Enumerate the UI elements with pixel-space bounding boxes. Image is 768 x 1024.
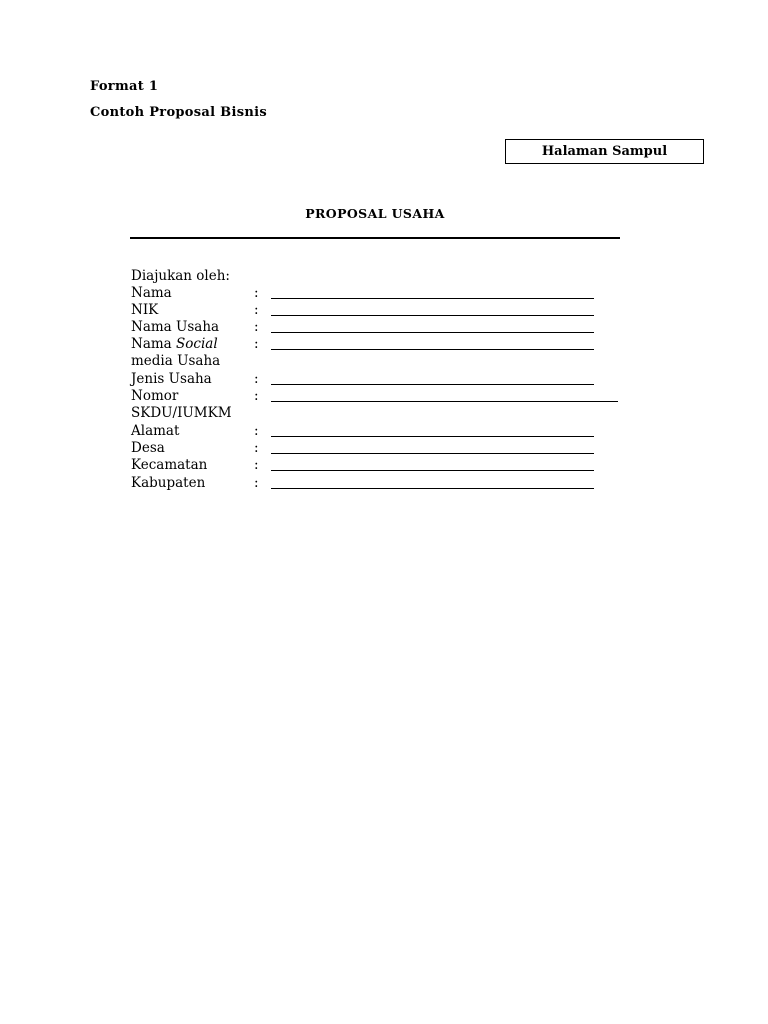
field-label	[131, 336, 218, 352]
field-row-kabupaten	[131, 475, 631, 492]
field-colon: :	[254, 371, 259, 387]
field-row-nama-usaha	[131, 319, 631, 336]
fill-in-line[interactable]	[271, 298, 594, 299]
field-row-desa	[131, 440, 631, 457]
field-colon: :	[254, 457, 259, 473]
field-label-line2: SKDU/IUMKM	[131, 405, 232, 421]
fill-in-line[interactable]	[271, 453, 594, 454]
field-label: Jenis Usaha	[131, 371, 212, 387]
field-colon: :	[254, 319, 259, 335]
fill-in-line[interactable]	[271, 470, 594, 471]
field-row-jenis-usaha	[131, 371, 631, 388]
fill-in-line[interactable]	[271, 315, 594, 316]
field-label: Kecamatan	[131, 457, 208, 473]
field-label: Nama Usaha	[131, 319, 220, 335]
cover-page-label: Halaman Sampul	[541, 144, 668, 159]
fill-in-line[interactable]	[271, 488, 594, 489]
field-colon: :	[254, 440, 259, 456]
field-label: Desa	[131, 440, 165, 456]
field-colon: :	[254, 336, 259, 352]
format-heading: Format 1	[90, 79, 159, 94]
field-row-nik	[131, 302, 631, 319]
fill-in-line[interactable]	[271, 384, 594, 385]
subtitle-heading: Contoh Proposal Bisnis	[90, 105, 267, 120]
field-row-nama	[131, 285, 631, 302]
field-row-nomor-skdu	[131, 388, 631, 421]
fill-in-line[interactable]	[271, 349, 594, 350]
field-label: Nomor	[131, 388, 179, 404]
field-colon: :	[254, 285, 259, 301]
fill-in-line[interactable]	[271, 436, 594, 437]
field-label: Kabupaten	[131, 475, 206, 491]
field-colon: :	[254, 423, 259, 439]
field-label: Alamat	[131, 423, 180, 439]
fill-in-line[interactable]	[271, 332, 594, 333]
field-label-plain: Nama	[131, 336, 177, 352]
fill-in-line[interactable]	[271, 401, 618, 402]
field-label: Nama	[131, 285, 172, 301]
field-row-kecamatan	[131, 457, 631, 474]
field-label-italic: Social	[176, 336, 218, 352]
submitted-by-label: Diajukan oleh:	[131, 268, 230, 284]
field-label: NIK	[131, 302, 159, 318]
cover-page-box	[505, 139, 704, 164]
field-colon: :	[254, 475, 259, 491]
field-colon: :	[254, 388, 259, 404]
field-colon: :	[254, 302, 259, 318]
field-row-social-media	[131, 336, 631, 369]
field-row-alamat	[131, 423, 631, 440]
title-underline	[130, 237, 620, 239]
document-title: PROPOSAL USAHA	[305, 206, 445, 221]
field-label-line2: media Usaha	[131, 353, 221, 369]
